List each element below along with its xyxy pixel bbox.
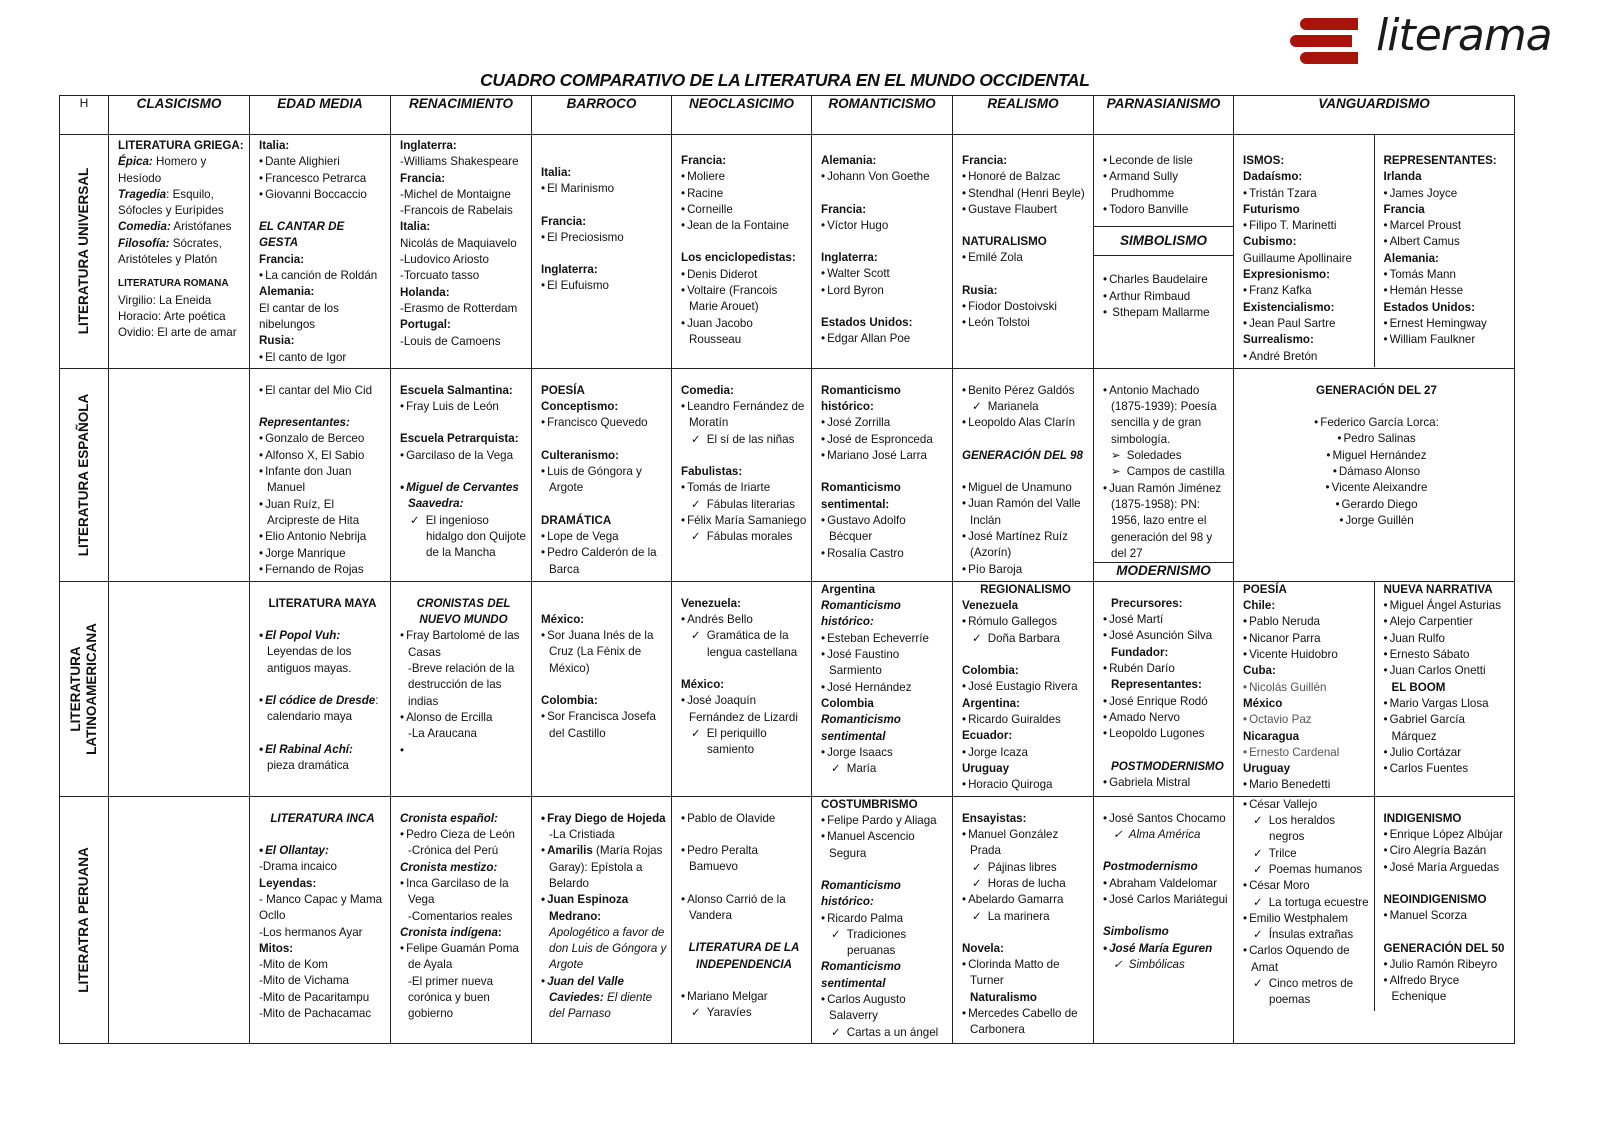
cell-peruana-romanticismo: COSTUMBRISMO • Felipe Pardo y Aliaga • Manuel Ascencio Segura Romanticismo histórico: • Ricardo Palma ✓ Tradiciones peruanas Romanticismo sentimental • Carlos Augusto Salaverry ✓ Cartas a un ángel bbox=[812, 796, 953, 1043]
column-header-renacimiento: RENACIMIENTO bbox=[391, 96, 532, 135]
row-header-universal: LITERATURA UNIVERSAL bbox=[60, 135, 109, 369]
vanguardismo-poesia: POESÍA Chile: • Pablo Neruda • Nicanor Parra • Vicente Huidobro Cuba: • Nicolás Guillén México • Octavio Paz Nicaragua • Ernesto Cardenal Uruguay • Mario Benedetti bbox=[1234, 582, 1374, 796]
column-header-neoclasicismo: NEOCLASICIMO bbox=[672, 96, 812, 135]
cell-latinoamericana-realismo: REGIONALISMO Venezuela • Rómulo Gallegos ✓ Doña Barbara Colombia: • José Eustagio Rivera Argentina: • Ricardo Guiraldes Ecuador: • Jorge Icaza Uruguay • Horacio Quiroga bbox=[953, 581, 1094, 796]
column-header-parnasianismo: PARNASIANISMO bbox=[1094, 96, 1234, 135]
cell-latinoamericana-edad-media: LITERATURA MAYA • El Popol Vuh: Leyendas de los antiguos mayas. • El códice de Dresde: calendario maya • El Rabinal Achí: pieza dramática bbox=[250, 581, 391, 796]
cell-universal-barroco: Italia: • El Marinismo Francia: • El Preciosismo Inglaterra: • El Eufuismo bbox=[532, 135, 672, 369]
cell-peruana-neoclasicismo: • Pablo de Olavide • Pedro Peralta Bamuevo • Alonso Carrió de la Vandera LITERATURA DE LA INDEPENDENCIA • Mariano Melgar ✓ Yaravíes bbox=[672, 796, 812, 1043]
column-header-realismo: REALISMO bbox=[953, 96, 1094, 135]
comparison-table bbox=[59, 95, 1515, 1044]
logo-text: literama bbox=[1376, 10, 1552, 61]
cell-universal-clasicismo: LITERATURA GRIEGA: Épica: Homero y Hesíodo Tragedia: Esquilo, Sófocles y Eurípides Comedia: Aristófanes Filosofía: Sócrates, Aristóteles y Platón LITERATURA ROMANA Virgilio: La Eneida Horacio: Arte poética Ovidio: El arte de amar bbox=[109, 135, 250, 369]
books-icon bbox=[1290, 18, 1360, 68]
cell-peruana-vanguardismo bbox=[1234, 796, 1515, 1043]
cell-peruana-renacimiento: Cronista español: • Pedro Cieza de León -Crónica del Perú Cronista mestizo: • Inca Garcilaso de la Vega -Comentarios reales Cronista indígena: • Felipe Guamán Poma de Ayala -El primer nueva corónica y buen gobierno bbox=[391, 796, 532, 1043]
column-header-vanguardismo: VANGUARDISMO bbox=[1234, 96, 1515, 135]
cell-latinoamericana-parnasianismo: Precursores: • José Martí • José Asunción Silva Fundador: • Rubén Darío Representantes: • José Enrique Rodó • Amado Nervo • Leopoldo Lugones POSTMODERNISMO • Gabriela Mistral bbox=[1094, 581, 1234, 796]
row-header-espanola: LITERATURA ESPAÑOLA bbox=[60, 368, 109, 581]
cell-espanola-barroco: POESÍA Conceptismo: • Francisco Quevedo Culteranismo: • Luis de Góngora y Argote DRAMÁTICA • Lope de Vega • Pedro Calderón de la Barca bbox=[532, 368, 672, 581]
cell-peruana-parnasianismo: • José Santos Chocamo ✓ Alma América Postmodernismo • Abraham Valdelomar • José Carlos Mariátegui Simbolismo • José María Eguren ✓ Simbólicas bbox=[1094, 796, 1234, 1043]
cell-espanola-vanguardismo: GENERACIÓN DEL 27 • Federico García Lorca: • Pedro Salinas • Miguel Hernández • Dámaso Alonso • Vicente Aleixandre • Gerardo Diego • Jorge Guillén bbox=[1234, 368, 1515, 581]
cell-universal-renacimiento: Inglaterra: -Williams Shakespeare Francia: -Michel de Montaigne -Francois de Rabelais Italia: Nicolás de Maquiavelo -Ludovico Ariosto -Torcuato tasso Holanda: -Erasmo de Rotterdam Portugal: -Louis de Camoens bbox=[391, 135, 532, 369]
simbolismo-subheader: SIMBOLISMO bbox=[1094, 226, 1233, 256]
cell-universal-vanguardismo bbox=[1234, 135, 1515, 369]
row-header-latinoamericana: LITERATURA LATINOAMERICANA bbox=[60, 581, 109, 796]
row-peruana bbox=[60, 796, 1515, 1043]
vanguardismo-narrativa-peruana: INDIGENISMO • Enrique López Albújar • Ciro Alegría Bazán • José María Arguedas NEOINDIGENISMO • Manuel Scorza GENERACIÓN DEL 50 • Julio Ramón Ribeyro • Alfredo Bryce Echenique bbox=[1374, 797, 1515, 1011]
cell-universal-realismo: Francia: • Honoré de Balzac • Stendhal (Henri Beyle) • Gustave Flaubert NATURALISMO • Emilé Zola Rusia: • Fiodor Dostoivski • León Tolstoi bbox=[953, 135, 1094, 369]
cell-universal-neoclasicismo: Francia: • Moliere • Racine • Corneille • Jean de la Fontaine Los enciclopedistas: • Denis Diderot • Voltaire (Francois Marie Arouet) • Juan Jacobo Rousseau bbox=[672, 135, 812, 369]
cell-peruana-barroco: • Fray Diego de Hojeda -La Cristiada • Amarilis (María Rojas Garay): Epístola a Belardo • Juan Espinoza Medrano: Apologético a favor de don Luis de Góngora y Argote • Juan del Valle Caviedes: El diente del Parnaso bbox=[532, 796, 672, 1043]
row-espanola bbox=[60, 368, 1515, 581]
cell-universal-parnasianismo: • Leconde de lisle • Armand Sully Prudhomme • Todoro Banville SIMBOLISMO • Charles Baudelaire • Arthur Rimbaud • Sthepam Mallarme bbox=[1094, 135, 1234, 369]
header-row bbox=[60, 96, 1515, 135]
cell-peruana-realismo: Ensayistas: • Manuel González Prada ✓ Pájinas libres ✓ Horas de lucha • Abelardo Gamarra ✓ La marinera Novela: • Clorinda Matto de Turner Naturalismo • Mercedes Cabello de Carbonera bbox=[953, 796, 1094, 1043]
vanguardismo-representantes: REPRESENTANTES: Irlanda • James Joyce Francia • Marcel Proust • Albert Camus Alemania: • Tomás Mann • Hemán Hesse Estados Unidos: • Ernest Hemingway • William Faulkner bbox=[1374, 135, 1515, 367]
cell-latinoamericana-renacimiento: CRONISTAS DEL NUEVO MUNDO • Fray Bartolomé de las Casas -Breve relación de la destrucción de las indias • Alonso de Ercilla -La Araucana • bbox=[391, 581, 532, 796]
cell-espanola-clasicismo bbox=[109, 368, 250, 581]
cell-latinoamericana-clasicismo bbox=[109, 581, 250, 796]
vanguardismo-poesia-peruana: • César Vallejo ✓ Los heraldos negros ✓ Trilce ✓ Poemas humanos • César Moro ✓ La tortuga ecuestre • Emilio Westphalem ✓ Ínsulas extrañas • Carlos Oquendo de Amat ✓ Cinco metros de poemas bbox=[1234, 797, 1374, 1011]
cell-espanola-edad-media: • El cantar del Mio Cid Representantes: • Gonzalo de Berceo • Alfonso X, El Sabio • Infante don Juan Manuel • Juan Ruíz, El Arcipreste de Hita • Elio Antonio Nebrija • Jorge Manrique • Fernando de Rojas bbox=[250, 368, 391, 581]
cell-espanola-romanticismo: Romanticismo histórico: • José Zorrilla • José de Espronceda • Mariano José Larra Romanticismo sentimental: • Gustavo Adolfo Bécquer • Rosalía Castro bbox=[812, 368, 953, 581]
cell-latinoamericana-vanguardismo bbox=[1234, 581, 1515, 796]
row-latinoamericana bbox=[60, 581, 1515, 796]
cell-universal-edad-media: Italia: • Dante Alighieri • Francesco Petrarca • Giovanni Boccaccio EL CANTAR DE GESTA Francia: • La canción de Roldán Alemania: El cantar de los nibelungos Rusia: • El canto de Igor bbox=[250, 135, 391, 369]
cell-espanola-realismo: • Benito Pérez Galdós ✓ Marianela • Leopoldo Alas Clarín GENERACIÓN DEL 98 • Miguel de Unamuno • Juan Ramón del Valle Inclán • José Martínez Ruíz (Azorín) • Pío Baroja bbox=[953, 368, 1094, 581]
cell-peruana-edad-media: LITERATURA INCA • El Ollantay: -Drama incaico Leyendas: - Manco Capac y Mama Ocllo -Los hermanos Ayar Mitos: -Mito de Kom -Mito de Vichama -Mito de Pacaritampu -Mito de Pachacamac bbox=[250, 796, 391, 1043]
row-universal bbox=[60, 135, 1515, 369]
corner-cell: H bbox=[60, 96, 109, 135]
cell-latinoamericana-barroco: México: • Sor Juana Inés de la Cruz (La Fénix de México) Colombia: • Sor Francisca Josefa del Castillo bbox=[532, 581, 672, 796]
row-header-peruana: LITERATRA PERUANA bbox=[60, 796, 109, 1043]
vanguardismo-ismos: ISMOS: Dadaísmo: • Tristán Tzara Futurismo • Filipo T. Marinetti Cubismo: Guillaume Apollinaire Expresionismo: • Franz Kafka Existencialismo: • Jean Paul Sartre Surrealismo: • André Bretón bbox=[1234, 135, 1374, 367]
cell-latinoamericana-neoclasicismo: Venezuela: • Andrés Bello ✓ Gramática de la lengua castellana México: • José Joaquín Fernández de Lizardi ✓ El periquillo samiento bbox=[672, 581, 812, 796]
literama-logo bbox=[1290, 10, 1552, 68]
vanguardismo-nueva-narrativa: NUEVA NARRATIVA • Miguel Ángel Asturias • Alejo Carpentier • Juan Rulfo • Ernesto Sábato • Juan Carlos Onetti EL BOOM • Mario Vargas Llosa • Gabriel García Márquez • Julio Cortázar • Carlos Fuentes bbox=[1374, 582, 1515, 796]
cell-espanola-parnasianismo: • Antonio Machado (1875-1939): Poesía sencilla y de gran simbología. ➢ Soledades ➢ Campos de castilla • Juan Ramón Jiménez (1875-1958): PN: 1956, lazo entre el generación del 98 y del 27 MODERNISMO bbox=[1094, 368, 1234, 581]
cell-latinoamericana-romanticismo: Argentina Romanticismo histórico: • Esteban Echeverríe • José Faustino Sarmiento • José Hernández Colombia Romanticismo sentimental • Jorge Isaacs ✓ María bbox=[812, 581, 953, 796]
column-header-clasicismo: CLASICISMO bbox=[109, 96, 250, 135]
modernismo-subheader: MODERNISMO bbox=[1094, 562, 1233, 579]
column-header-edad-media: EDAD MEDIA bbox=[250, 96, 391, 135]
page-title: CUADRO COMPARATIVO DE LA LITERATURA EN EL MUNDO OCCIDENTAL bbox=[480, 70, 1090, 90]
cell-espanola-renacimiento: Escuela Salmantina: • Fray Luis de León Escuela Petrarquista: • Garcilaso de la Vega • Miguel de Cervantes Saavedra: ✓ El ingenioso hidalgo don Quijote de la Mancha bbox=[391, 368, 532, 581]
cell-peruana-clasicismo bbox=[109, 796, 250, 1043]
cell-universal-romanticismo: Alemania: • Johann Von Goethe Francia: • Víctor Hugo Inglaterra: • Walter Scott • Lord Byron Estados Unidos: • Edgar Allan Poe bbox=[812, 135, 953, 369]
column-header-barroco: BARROCO bbox=[532, 96, 672, 135]
cell-espanola-neoclasicismo: Comedia: • Leandro Fernández de Moratín ✓ El sí de las niñas Fabulistas: • Tomás de Iriarte ✓ Fábulas literarias • Félix María Samaniego ✓ Fábulas morales bbox=[672, 368, 812, 581]
column-header-romanticismo: ROMANTICISMO bbox=[812, 96, 953, 135]
